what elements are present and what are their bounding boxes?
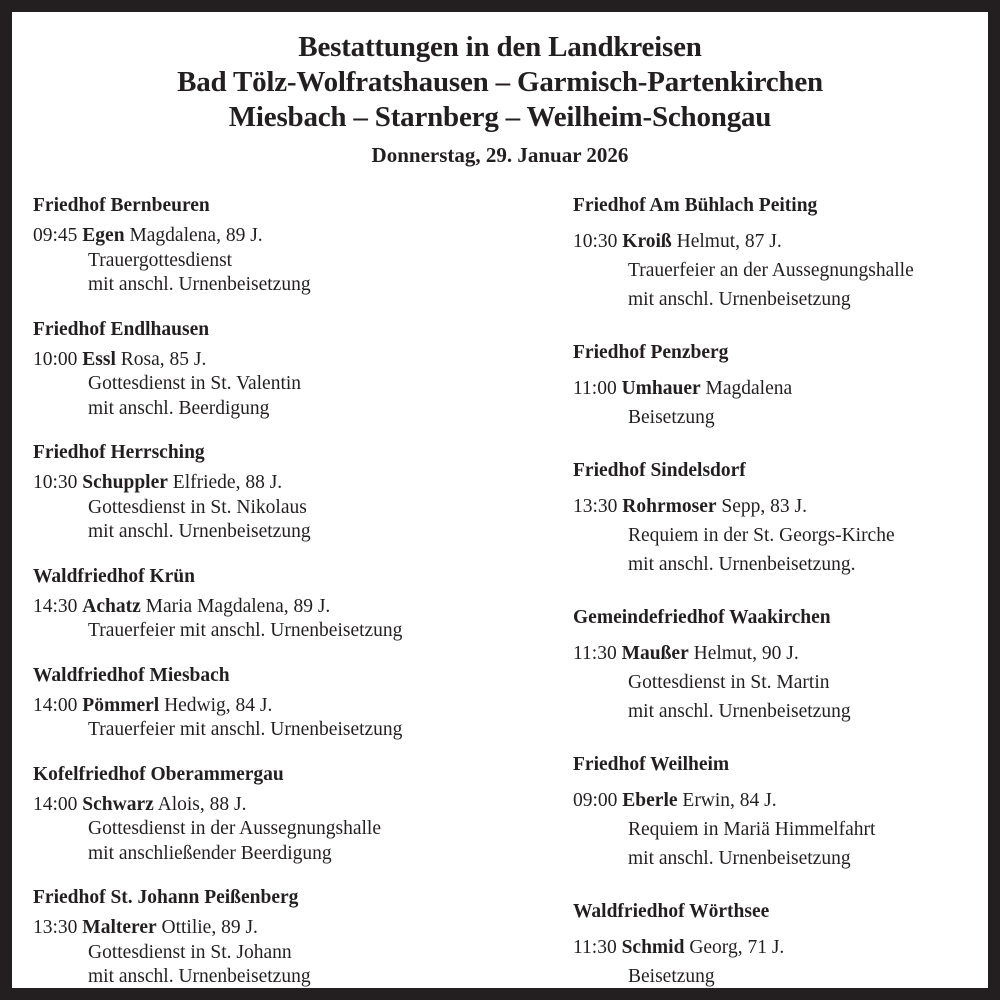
deceased-given-name-age: Elfriede, 88 J. [172, 472, 283, 493]
service-detail-line: mit anschl. Urnenbeisetzung [88, 521, 311, 542]
funeral-entry [33, 763, 482, 867]
service-detail-line: mit anschl. Urnenbeisetzung [628, 701, 851, 722]
service-details [573, 933, 978, 988]
service-time: 10:00 [33, 348, 78, 370]
deceased-surname: Kroiß [622, 231, 672, 252]
funeral-entry [573, 606, 978, 726]
service-time: 10:30 [573, 231, 618, 252]
service-time: 09:45 [33, 225, 78, 246]
service-time: 11:30 [573, 937, 617, 958]
deceased-line [33, 916, 482, 941]
cemetery-name: Friedhof Endlhausen [33, 318, 210, 340]
notice-sheet [12, 12, 988, 988]
cemetery-name: Kofelfriedhof Oberammergau [33, 763, 284, 785]
service-time: 13:30 [573, 496, 618, 517]
deceased-given-name-age: Ottilie, 89 J. [161, 917, 258, 938]
funeral-entry [573, 341, 978, 432]
funeral-entry [573, 194, 978, 314]
deceased-surname: Egen [82, 225, 125, 246]
service-time: 10:30 [33, 472, 78, 493]
deceased-line [573, 492, 978, 521]
deceased-surname: Schmid [621, 937, 685, 958]
service-details [33, 916, 482, 988]
masthead [12, 12, 988, 168]
funeral-entry [573, 459, 978, 579]
cemetery-name: Friedhof Sindelsdorf [573, 460, 746, 481]
funeral-entry [33, 318, 482, 422]
service-detail-line: mit anschl. Urnenbeisetzung. [628, 554, 856, 575]
deceased-line [33, 224, 482, 249]
funeral-entry [33, 194, 482, 298]
service-details [33, 793, 482, 867]
service-detail-line: mit anschl. Beerdigung [88, 397, 270, 419]
deceased-surname: Pömmerl [82, 694, 160, 716]
service-time: 14:30 [33, 595, 78, 617]
service-details [573, 492, 978, 579]
service-detail-line: mit anschl. Urnenbeisetzung [88, 274, 311, 295]
deceased-given-name-age: Sepp, 83 J. [721, 496, 807, 517]
funeral-entry [33, 886, 482, 988]
masthead-title-line-1: Bestattungen in den Landkreisen [298, 31, 702, 63]
deceased-surname: Eberle [622, 790, 678, 811]
service-details [33, 348, 482, 422]
cemetery-name: Friedhof Am Bühlach Peiting [573, 195, 818, 216]
service-detail-line: Requiem in der St. Georgs-Kirche [628, 525, 895, 546]
cemetery-name: Waldfriedhof Miesbach [33, 664, 230, 686]
deceased-surname: Rohrmoser [622, 496, 717, 517]
deceased-surname: Essl [82, 348, 116, 370]
service-detail-line: Gottesdienst in St. Nikolaus [88, 496, 307, 518]
deceased-given-name-age: Alois, 88 J. [157, 793, 247, 815]
service-detail-line: Requiem in Mariä Himmelfahrt [628, 819, 876, 840]
funeral-entry [33, 664, 482, 743]
service-time: 11:00 [573, 378, 617, 399]
funeral-entry [573, 900, 978, 988]
service-details [33, 694, 482, 743]
deceased-given-name-age: Maria Magdalena, 89 J. [145, 595, 331, 617]
service-detail-line: Trauergottesdienst [88, 249, 233, 271]
cemetery-name: Friedhof Weilheim [573, 754, 730, 775]
service-detail-line: Trauerfeier an der Aussegnungshalle [628, 260, 914, 281]
service-detail-line: Beisetzung [628, 407, 715, 428]
deceased-line [33, 793, 482, 818]
cemetery-name: Friedhof Bernbeuren [33, 195, 210, 216]
funeral-entry [573, 753, 978, 873]
masthead-date: Donnerstag, 29. Januar 2026 [371, 143, 629, 167]
funeral-entry [33, 565, 482, 644]
deceased-line [573, 933, 978, 962]
service-time: 13:30 [33, 917, 78, 938]
service-details [33, 471, 482, 545]
notice-column-left [12, 194, 488, 988]
notice-column-right [488, 194, 988, 988]
deceased-surname: Umhauer [621, 378, 701, 399]
service-details [573, 374, 978, 432]
service-detail-line: Trauerfeier mit anschl. Urnenbeisetzung [88, 719, 403, 740]
service-time: 14:00 [33, 694, 78, 716]
service-detail-line: Gottesdienst in der Aussegnungshalle [88, 818, 382, 839]
service-time: 09:00 [573, 790, 618, 811]
service-details [33, 595, 482, 644]
service-detail-line: Beisetzung [628, 966, 715, 987]
deceased-given-name-age: Helmut, 90 J. [693, 643, 799, 664]
deceased-line [33, 471, 482, 496]
cemetery-name: Friedhof St. Johann Peißenberg [33, 887, 299, 908]
deceased-line [573, 786, 978, 815]
service-detail-line: Gottesdienst in St. Martin [628, 672, 830, 693]
deceased-surname: Maußer [621, 643, 689, 664]
deceased-given-name-age: Georg, 71 J. [689, 937, 785, 958]
service-details [573, 786, 978, 873]
service-details [573, 227, 978, 314]
service-detail-line: mit anschließender Beerdigung [88, 842, 332, 864]
service-detail-line: Gottesdienst in St. Valentin [88, 373, 302, 394]
service-detail-line: Gottesdienst in St. Johann [88, 941, 292, 963]
deceased-given-name-age: Erwin, 84 J. [682, 790, 777, 811]
masthead-title-line-3: Miesbach – Starnberg – Weilheim-Schongau [228, 101, 772, 133]
service-time: 14:00 [33, 793, 78, 815]
deceased-surname: Achatz [82, 595, 141, 617]
notice-columns [12, 194, 988, 988]
deceased-line [573, 374, 978, 403]
deceased-line [573, 639, 978, 668]
funeral-entry [33, 441, 482, 545]
service-detail-line: mit anschl. Urnenbeisetzung [88, 966, 311, 987]
deceased-given-name-age: Helmut, 87 J. [676, 231, 782, 252]
deceased-given-name-age: Magdalena [705, 378, 793, 399]
deceased-surname: Schwarz [82, 793, 154, 815]
deceased-given-name-age: Rosa, 85 J. [120, 348, 207, 370]
cemetery-name: Waldfriedhof Wörthsee [573, 901, 770, 922]
deceased-given-name-age: Hedwig, 84 J. [164, 694, 273, 716]
deceased-surname: Schuppler [82, 472, 168, 493]
service-details [573, 639, 978, 726]
deceased-line [33, 348, 482, 373]
deceased-line [33, 694, 482, 719]
service-detail-line: mit anschl. Urnenbeisetzung [628, 848, 851, 869]
service-details [33, 224, 482, 298]
cemetery-name: Gemeindefriedhof Waakirchen [573, 607, 831, 628]
service-detail-line: Trauerfeier mit anschl. Urnenbeisetzung [88, 620, 403, 641]
service-time: 11:30 [573, 643, 617, 664]
masthead-title-line-2: Bad Tölz-Wolfratshausen – Garmisch-Partenkirchen [177, 66, 823, 98]
deceased-given-name-age: Magdalena, 89 J. [129, 225, 263, 246]
cemetery-name: Waldfriedhof Krün [33, 565, 195, 587]
deceased-line [573, 227, 978, 256]
cemetery-name: Friedhof Herrsching [33, 442, 205, 463]
cemetery-name: Friedhof Penzberg [573, 342, 729, 363]
deceased-surname: Malterer [82, 917, 157, 938]
service-detail-line: mit anschl. Urnenbeisetzung [628, 289, 851, 310]
deceased-line [33, 595, 482, 620]
